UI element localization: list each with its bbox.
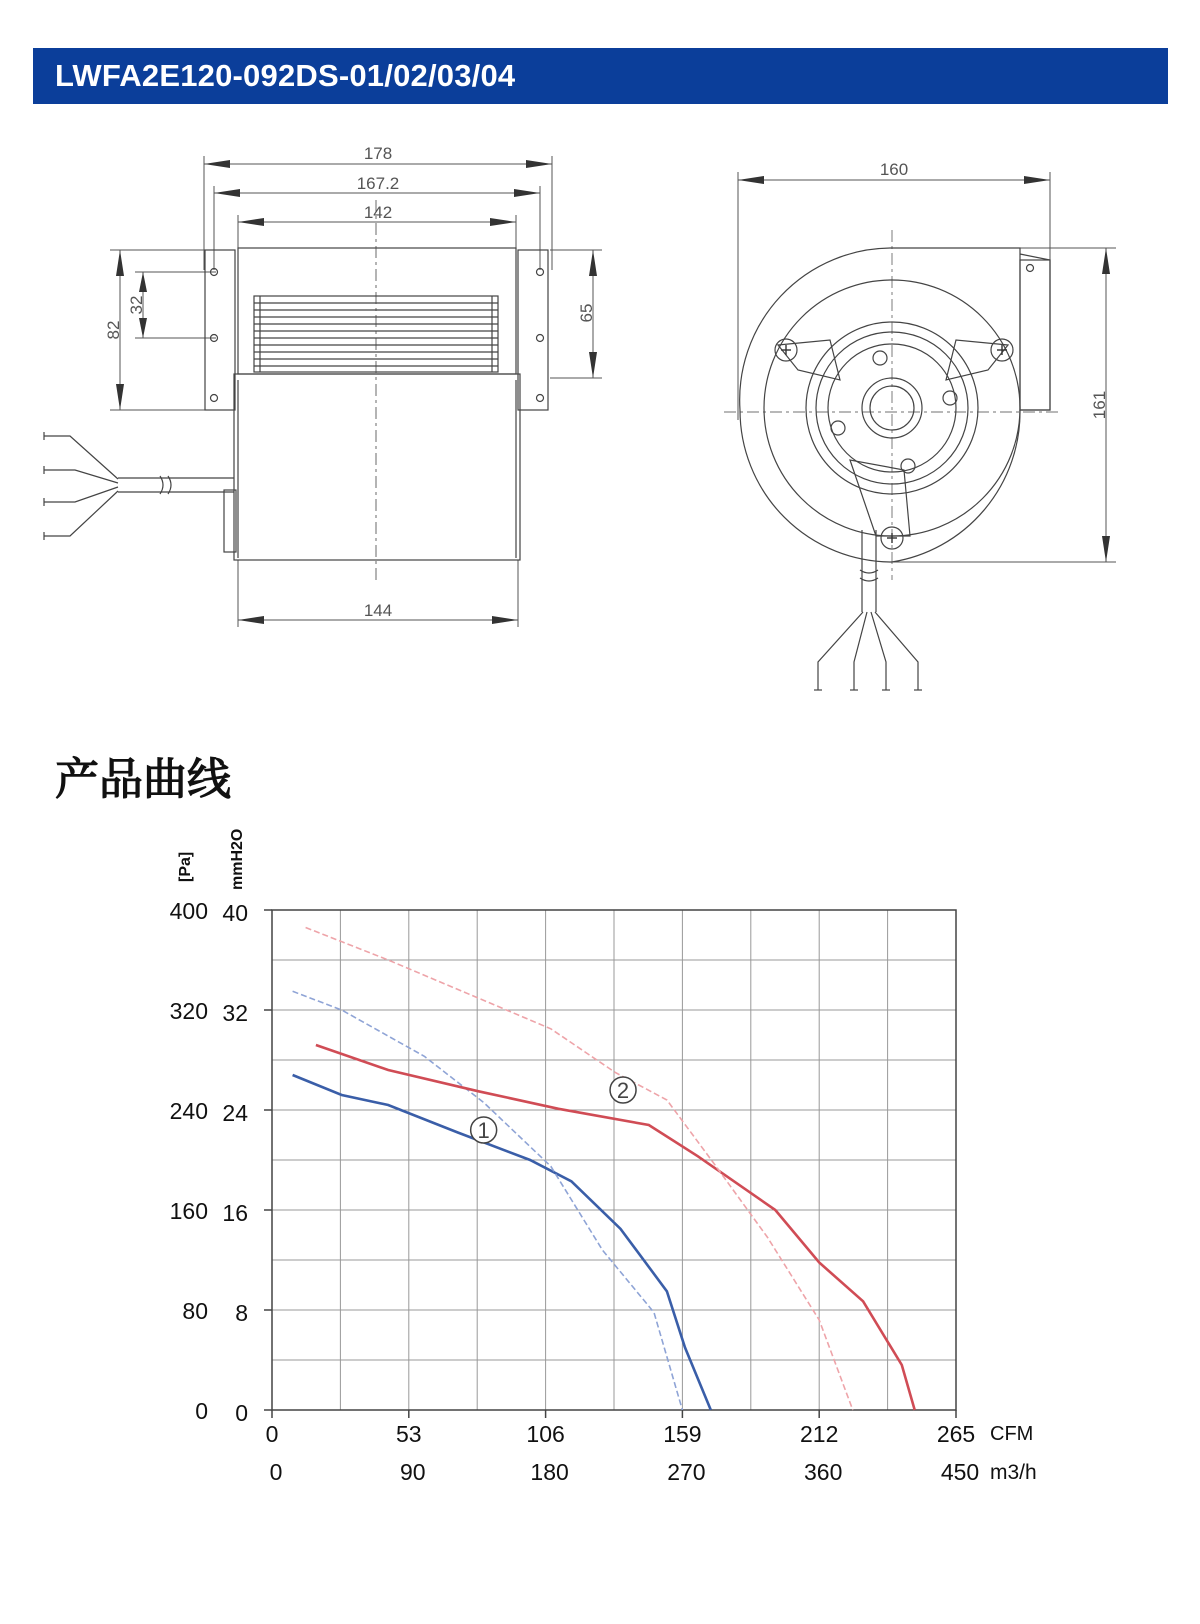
- x-axis-cfm-labels: [266, 1421, 976, 1447]
- x-tick-m3h: 0: [269, 1459, 283, 1485]
- y-tick-mm: 24: [222, 1100, 248, 1126]
- page-title: LWFA2E120-092DS-01/02/03/04: [55, 58, 516, 93]
- dim-161: 161: [1090, 390, 1109, 420]
- x-tick-cfm: 265: [936, 1421, 976, 1447]
- x-tick-cfm: 106: [526, 1421, 565, 1447]
- x-tick-cfm: 0: [265, 1421, 279, 1447]
- y-tick-pa: 80: [182, 1298, 208, 1324]
- chart-series: [293, 928, 915, 1411]
- curve-marker-2-label: 2: [616, 1078, 630, 1103]
- dim-160: 160: [879, 160, 909, 179]
- x-unit-cfm: CFM: [990, 1423, 1034, 1445]
- dim-82: 82: [104, 320, 123, 340]
- side-view-drawing: [40, 140, 610, 640]
- y-unit-pa: [Pa]: [177, 851, 194, 882]
- section-title: 产品曲线: [55, 754, 231, 805]
- dim-65: 65: [577, 303, 596, 323]
- front-view-drawing: [720, 150, 1140, 710]
- y-axis-mm-labels: [222, 900, 248, 1426]
- y-axis-pa-labels: [170, 898, 208, 1424]
- header-bar: [33, 48, 1168, 104]
- y-tick-pa: 240: [169, 1098, 208, 1124]
- y-tick-mm: 16: [222, 1200, 248, 1226]
- x-tick-cfm: 159: [663, 1421, 702, 1447]
- y-tick-mm: 40: [222, 900, 248, 926]
- y-tick-mm: 0: [235, 1400, 248, 1426]
- x-tick-cfm: 53: [396, 1421, 422, 1447]
- y-tick-mm: 32: [222, 1000, 248, 1026]
- dim-144: 144: [363, 601, 393, 620]
- x-tick-m3h: 90: [400, 1459, 426, 1485]
- x-tick-m3h: 180: [530, 1459, 569, 1485]
- x-tick-m3h: 270: [667, 1459, 706, 1485]
- y-tick-pa: 320: [169, 998, 208, 1024]
- series-line-1-dashed: [293, 991, 683, 1410]
- dim-167-2: 167.2: [356, 174, 400, 193]
- x-unit-m3h: m3/h: [990, 1461, 1037, 1484]
- y-tick-pa: 160: [169, 1198, 208, 1224]
- y-unit-mm: mmH2O: [229, 828, 246, 890]
- chart-grid: [264, 910, 956, 1418]
- x-tick-m3h: 360: [804, 1459, 843, 1485]
- x-axis-m3h-labels: [270, 1459, 980, 1485]
- curve-marker-1-label: 1: [477, 1118, 490, 1143]
- dim-178: 178: [363, 144, 393, 163]
- y-tick-pa: 400: [169, 898, 208, 924]
- y-tick-mm: 8: [235, 1300, 248, 1326]
- x-tick-cfm: 212: [800, 1421, 839, 1447]
- series-line-2-dashed: [306, 928, 853, 1411]
- performance-chart: [150, 820, 1090, 1520]
- x-tick-m3h: 450: [940, 1459, 980, 1485]
- y-tick-pa: 0: [195, 1398, 208, 1424]
- dim-32: 32: [127, 295, 146, 315]
- dim-142: 142: [363, 203, 393, 222]
